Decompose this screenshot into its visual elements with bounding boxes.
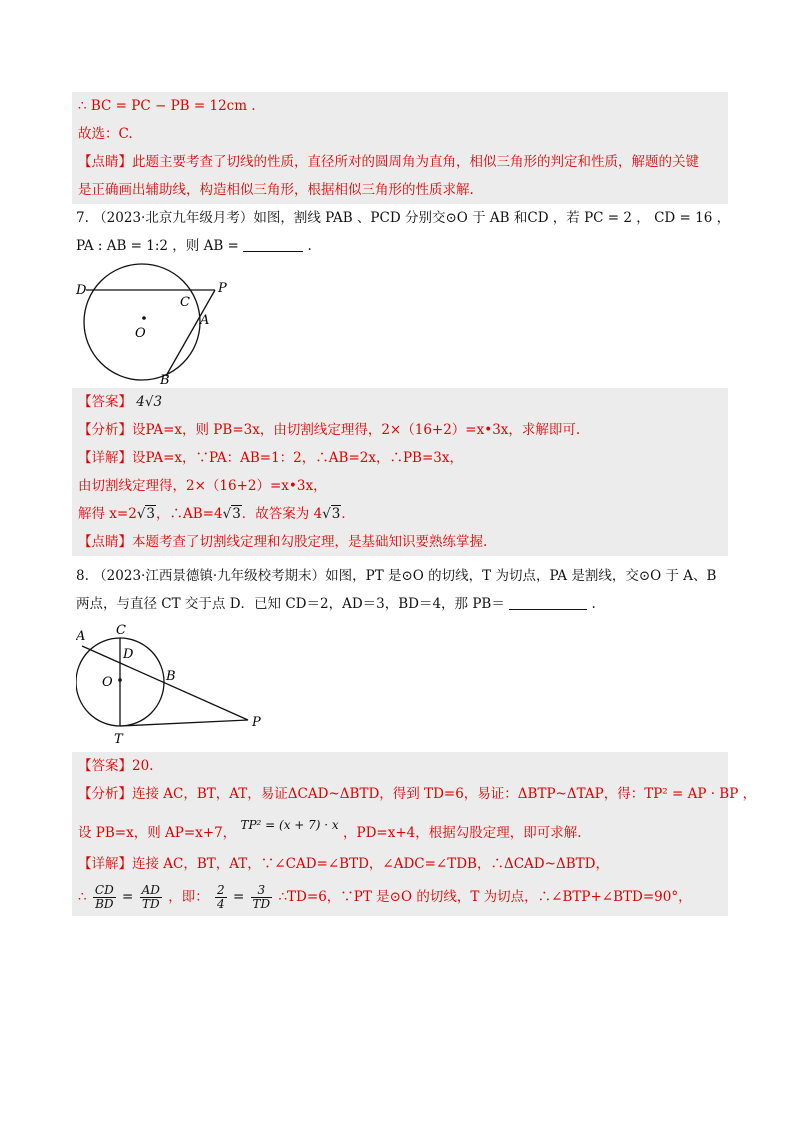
sqrt-3-a: √3 <box>136 506 156 522</box>
q8-label-t: T <box>114 732 123 747</box>
frac-3-td-num: 3 <box>251 884 273 898</box>
q8-label-c: C <box>116 623 126 638</box>
q8-detail-2-b: ，即： <box>168 889 209 905</box>
prev-answer-block <box>72 92 728 204</box>
q7-comment: 【点睛】本题考查了切割线定理和勾股定理，是基础知识要熟练掌握. <box>78 534 488 550</box>
q7-detail-3-a: 解得 x=2 <box>78 506 137 522</box>
q8-analysis-2-formula: TP² = (x + 7) · x <box>240 818 339 832</box>
q8-line-2-text: 两点，与直径 CT 交于点 D．已知 CD＝2，AD＝3，BD＝4，那 PB＝ <box>76 596 505 612</box>
q8-center-dot <box>118 678 122 682</box>
question-8 <box>72 562 728 748</box>
q8-figure <box>76 620 276 748</box>
frac-ad-td-num: AD <box>141 883 160 897</box>
q8-detail-2 <box>78 878 722 916</box>
bc-equation: ∴ BC = PC − PB = 12cm . <box>78 98 256 114</box>
q7-answer-value: 4√3 <box>136 394 163 410</box>
comment-line-1: 【点睛】此题主要考查了切线的性质，直径所对的圆周角为直角，相似三角形的判定和性质，解题的关键 <box>78 154 699 170</box>
q7-secant-pab <box>166 290 215 376</box>
q7-answer-tag: 【答案】 <box>78 394 132 410</box>
frac-2-4-num: 2 <box>217 883 225 897</box>
q7-label-p: P <box>218 281 227 296</box>
q8-analysis-2-c: ，PD=x+4，根据勾股定理，即可求解. <box>343 825 582 841</box>
q8-answer-blank <box>509 595 587 610</box>
q7-line-2-text: PA : AB = 1:2 ，则 AB = <box>76 238 239 254</box>
q7-answer-blank <box>243 237 303 252</box>
question-7 <box>72 204 731 384</box>
q7-center-dot <box>142 316 146 320</box>
frac-3-td-den: TD <box>252 897 271 911</box>
q8-label-d: D <box>123 647 134 662</box>
q8-analysis-2 <box>78 808 722 850</box>
sqrt-3-c: √3 <box>322 506 341 522</box>
q7-detail-2: 由切割线定理得，2×（16+2）=x•3x， <box>78 478 327 494</box>
q7-answer-block <box>72 388 728 556</box>
q8-line-1: 8. （2023·江西景德镇·九年级校考期末）如图，PT 是⊙O 的切线，T 为切点，PA 是割线，交⊙O 于 A、B <box>76 568 717 584</box>
comment-line-2: 是正确画出辅助线，构造相似三角形，根据相似三角形的性质求解. <box>78 182 474 198</box>
q7-line-2 <box>76 232 724 260</box>
q7-line-2-end: . <box>307 238 312 254</box>
q8-line-2-end: . <box>591 596 596 612</box>
q7-detail-3-c: ．故答案为 4 <box>241 506 323 522</box>
page-content <box>72 92 757 916</box>
q7-detail-1: 【详解】设PA=x，∵PA：AB=1：2，∴AB=2x，∴PB=3x， <box>78 450 463 466</box>
q7-circle <box>84 264 200 380</box>
q7-label-c: C <box>180 295 190 310</box>
q8-answer: 【答案】20. <box>78 758 154 774</box>
q8-analysis-1: 【分析】连接 AC，BT，AT，易证ΔCAD~ΔBTD，得到 TD=6，易证：ΔBTP~ΔTAP，得：TP² = AP · BP ， <box>78 786 757 802</box>
q7-line-1: 7. （2023·北京九年级月考）如图，割线 PAB 、PCD 分别交⊙O 于 AB 和CD ，若 PC = 2 ， CD = 16 ， <box>76 210 731 226</box>
q7-label-o: O <box>135 326 146 341</box>
frac-3-td <box>251 884 273 911</box>
q8-line-2 <box>76 590 724 618</box>
frac-eq-1: = <box>122 889 134 905</box>
q7-detail-3-b: ，∴AB=4 <box>156 506 223 522</box>
q7-label-a: A <box>200 313 210 328</box>
q8-label-a: A <box>76 629 86 644</box>
q8-detail-2-a: ∴ <box>78 889 87 905</box>
q8-analysis-2-a: 设 PB=x，则 AP=x+7， <box>78 825 237 841</box>
q7-figure <box>76 262 246 384</box>
q8-detail-1: 【详解】连接 AC，BT，AT，∵∠CAD=∠BTD，∠ADC=∠TDB，∴ΔCAD~ΔBTD， <box>78 856 609 872</box>
q7-analysis: 【分析】设PA=x，则 PB=3x，由切割线定理得，2×（16+2）=x•3x，求解即可. <box>78 422 581 438</box>
frac-cd-bd <box>93 884 116 911</box>
frac-eq-2: = <box>232 889 245 905</box>
q8-label-p: P <box>252 715 261 730</box>
sqrt-3-b: √3 <box>222 506 241 522</box>
frac-cd-bd-num: CD <box>94 883 114 897</box>
frac-ad-td-den: TD <box>141 897 160 911</box>
frac-ad-td <box>140 884 162 911</box>
q8-detail-2-c: ∴TD=6，∵PT 是⊙O 的切线，T 为切点，∴∠BTP+∠BTD=90°， <box>278 889 692 905</box>
q8-answer-block <box>72 752 757 916</box>
frac-2-4 <box>215 884 227 911</box>
q7-label-b: B <box>160 373 170 384</box>
q7-detail-3 <box>78 500 722 528</box>
q8-label-b: B <box>166 669 176 684</box>
frac-cd-bd-den: BD <box>95 897 114 911</box>
q8-label-o: O <box>102 675 113 690</box>
q7-answer-line <box>78 388 722 416</box>
q7-detail-3-d: ． <box>341 506 355 522</box>
q7-label-d: D <box>76 283 87 298</box>
frac-2-4-den: 4 <box>217 897 225 911</box>
choice-line: 故选：C. <box>78 126 133 142</box>
